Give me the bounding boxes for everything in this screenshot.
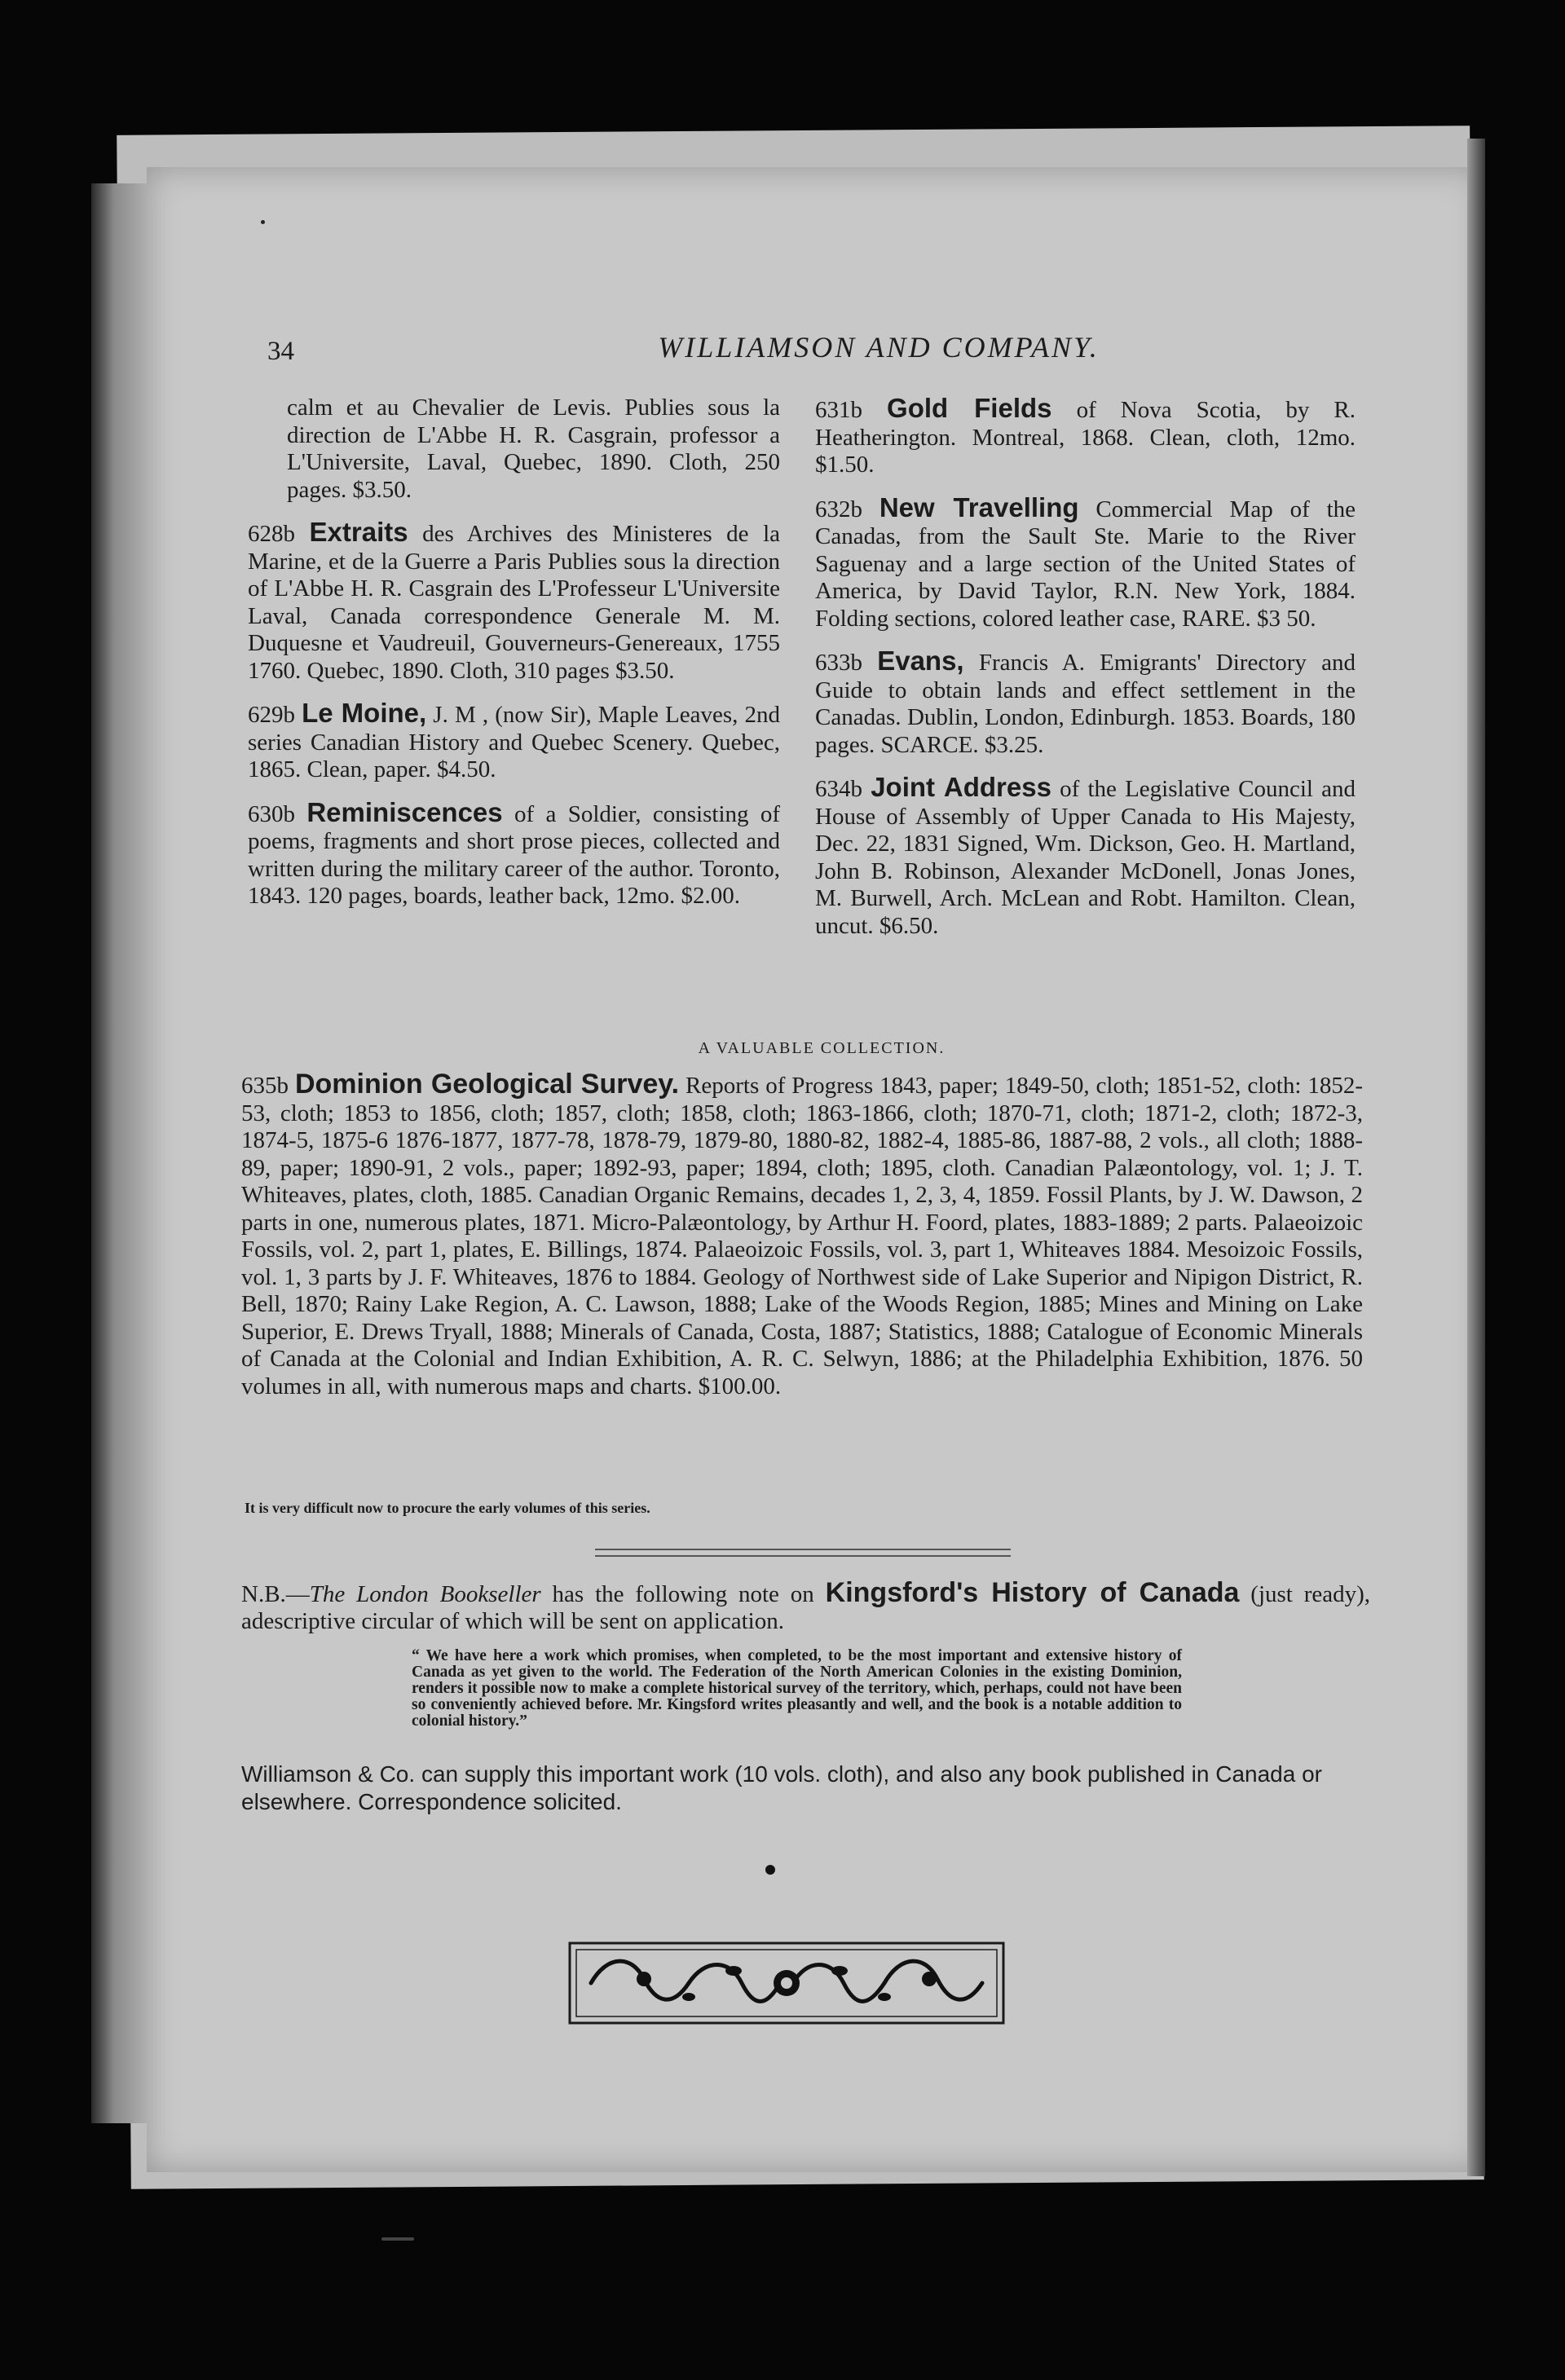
entry-title: Evans, bbox=[877, 646, 964, 676]
catalog-entry bbox=[815, 491, 1356, 633]
bullet-dot bbox=[765, 1865, 775, 1875]
entry-title: Le Moine, bbox=[302, 698, 427, 728]
running-head: WILLIAMSON AND COMPANY. bbox=[658, 331, 1100, 364]
entry-title: Gold Fields bbox=[887, 393, 1052, 423]
closing-notice: Williamson & Co. can supply this important work (10 vols. cloth), and also any book published in Canada or elsewhere. Correspondence solicited. bbox=[241, 1761, 1322, 1814]
entry-title: New Travelling bbox=[879, 491, 1079, 522]
entry-text: Commercial Map of the Canadas, from the Sault Ste. Marie to the River Saguenay and a large section of the United States of America, by David Taylor, R.N. New York, 1884. Folding sections, colored leather case, RARE. $3 50. bbox=[815, 496, 1356, 632]
entry-title: Dominion Geological Survey. bbox=[294, 1069, 680, 1100]
entry-number: 633b bbox=[815, 650, 862, 676]
catalog-entry bbox=[287, 394, 780, 504]
nb-middle: has the following note on bbox=[552, 1581, 814, 1607]
divider-rule bbox=[595, 1549, 1011, 1550]
entry-text: of the Legislative Council and House of Assembly of Upper Canada to His Majesty, Dec. 22, 1831 Signed, Wm. Dickson, Geo. H. Martland, John B. Robinson, Alexander McDonell, Jonas Jones, M. Burwell, Arch. McLean and Robt. Hamilton. Clean, uncut. $6.50. bbox=[815, 776, 1356, 939]
book-spine bbox=[91, 183, 148, 2123]
catalog-entry bbox=[248, 699, 780, 784]
ink-speck bbox=[381, 2237, 414, 2241]
entry-number: 635b bbox=[241, 1073, 289, 1099]
right-column bbox=[815, 394, 1356, 954]
decorative-ornament bbox=[566, 1938, 1007, 2028]
entry-title: Extraits bbox=[309, 517, 408, 547]
entry-title: Reminiscences bbox=[306, 796, 503, 827]
page-number: 34 bbox=[267, 337, 294, 366]
entry-text: of Nova Scotia, by R. Heatherington. Montreal, 1868. Clean, cloth, 12mo. $1.50. bbox=[815, 397, 1356, 478]
catalog-entry bbox=[248, 796, 781, 910]
entry-number: 634b bbox=[815, 776, 862, 802]
left-column bbox=[248, 394, 781, 925]
divider-rule bbox=[595, 1555, 1011, 1557]
entry-number: 629b bbox=[248, 702, 295, 728]
entry-text: des Archives des Ministeres de la Marine, et de la Guerre a Paris Publies sous la direction of L'Abbe H. R. Casgrain des L'Professeur L'Universite Laval, Canada correspondence Generale M. M. Duquesne et Vaudreuil, Gouverneurs-Genereaux, 1755 1760. Quebec, 1890. Cloth, 310 pages $3.50. bbox=[248, 521, 780, 684]
ink-speck bbox=[261, 220, 265, 224]
review-quote: “ We have here a work which promises, when completed, to be the most important and extensive history of Canada as yet given to the world. The Federation of the North American Colonies in the existing Dominion, renders it possible now to make a complete historical survey of the territory, which, perhaps, could not have been so conveniently achieved before. Mr. Kingsford writes pleasantly and well, and the book is a notable addition to colonial history.” bbox=[412, 1647, 1182, 1730]
catalog-entry bbox=[815, 774, 1356, 940]
nb-suffix: (just ready), adescriptive circular of which will be sent on application. bbox=[241, 1581, 1371, 1634]
nb-title: Kingsford's History of Canada bbox=[825, 1577, 1240, 1608]
entry-text: of a Soldier, consisting of poems, fragments and short prose pieces, collected and written during the military career of the author. Toronto, 1843. 120 pages, boards, leather back, 12mo. $2.00. bbox=[248, 800, 781, 909]
catalog-entry bbox=[815, 394, 1356, 479]
entry-text: calm et au Chevalier de Levis. Publies sous la direction de L'Abbe H. R. Casgrain, professor a L'Universite, Laval, Quebec, 1890. Cloth, 250 pages. $3.50. bbox=[287, 394, 780, 503]
collection-note: It is very difficult now to procure the early volumes of this series. bbox=[245, 1500, 650, 1516]
entry-number: 630b bbox=[248, 800, 295, 827]
entry-number: 628b bbox=[248, 521, 295, 547]
page-header bbox=[267, 330, 1376, 379]
catalog-entry bbox=[815, 647, 1356, 759]
entry-text: Reports of Progress 1843, paper; 1849-50, cloth; 1851-52, cloth: 1852-53, cloth; 1853 to 1856, cloth; 1857, cloth; 1858, cloth; 1863-1866, cloth; 1870-71, cloth; 1871-2, cloth; 1872-3, 1874-5, 1875-6 1876-1877, 1877-78, 1878-79, 1879-80, 1880-82, 1882-4, 1885-86, 1887-88, 2 vols., all cloth; 1888-89, paper; 1890-91, 2 vols., paper; 1892-93, paper; 1894, cloth; 1895, cloth. Canadian Palæontology, vol. 1; J. T. Whiteaves, plates, cloth, 1885. Canadian Organic Remains, decades 1, 2, 3, 4, 1859. Fossil Plants, by J. W. Dawson, 2 parts in one, numerous plates, 1871. Micro-Palæontology, by Arthur H. Foord, plates, 1883-1889; 2 parts. Palaeoizoic Fossils, vol. 2, part 1, plates, E. Billings, 1874. Palaeoizoic Fossils, vol. 3, part 1, Whiteaves 1884. Mesoizoic Fossils, vol. 1, 3 parts by J. F. Whiteaves, 1876 to 1884. Geology of Northwest side of Lake Superior and Nipigon District, R. Bell, 1870; Rainy Lake Region, A. C. Lawson, 1888; Lake of the Woods Region, 1885; Mines and Mining on Lake Superior, E. Drews Tryall, 1888; Minerals of Canada, Costa, 1887; Statistics, 1888; Catalogue of Economic Minerals of Canada at the Colonial and Indian Exhibition, A. R. C. Selwyn, 1886; at the Philadelphia Exhibition, 1876. 50 volumes in all, with numerous maps and charts. $100.00. bbox=[241, 1073, 1363, 1399]
entry-text: J. M , (now Sir), Maple Leaves, 2nd series Canadian History and Quebec Scenery. Quebec, 1865. Clean, paper. $4.50. bbox=[248, 702, 781, 782]
entry-number: 631b bbox=[815, 397, 862, 423]
catalog-entry bbox=[248, 518, 780, 685]
entry-title: Joint Address bbox=[871, 772, 1051, 802]
collection-entry bbox=[241, 1071, 1363, 1400]
nb-prefix: N.B.— bbox=[241, 1581, 310, 1607]
entry-number: 632b bbox=[815, 496, 862, 522]
nb-notice bbox=[241, 1577, 1371, 1635]
section-heading: A VALUABLE COLLECTION. bbox=[698, 1039, 946, 1057]
page-edge bbox=[1467, 139, 1485, 2176]
entry-text: Francis A. Emigrants' Directory and Guide to obtain lands and effect settlement in the Canadas. Dublin, London, Edinburgh. 1853. Boards, 180 pages. SCARCE. $3.25. bbox=[815, 650, 1356, 758]
nb-publication: The London Bookseller bbox=[309, 1581, 541, 1607]
